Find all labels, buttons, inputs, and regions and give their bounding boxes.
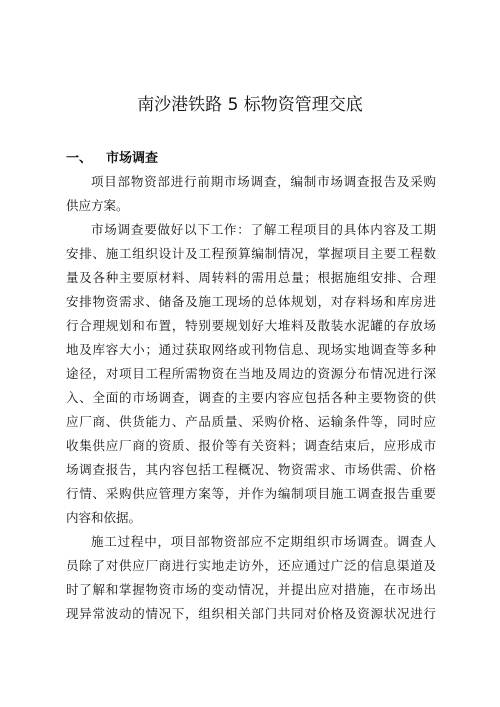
body-text-line: 施工过程中，项目部物资部应不定期组织市场调查。调查人 (91, 534, 436, 549)
body-text-line: 内容和依据。 (66, 510, 142, 525)
body-text-line: 员除了对供应厂商进行实地走访外，还应通过广泛的信息渠道及 (66, 558, 436, 573)
body-text-line: 地及库容大小；通过获取网络或刊物信息、现场实地调查等多种 (66, 342, 436, 357)
body-text-line: 行合理规划和布置，特别要规划好大堆料及散装水泥罐的存放场 (66, 318, 436, 333)
section-heading (66, 150, 158, 168)
body-text-line: 量及各种主要原材料、周转料的需用总量；根据施组安排、合理 (66, 270, 436, 285)
body-text-line: 途径，对项目工程所需物资在当地及周边的资源分布情况进行深 (66, 366, 436, 381)
body-text-line: 现异常波动的情况下，组织相关部门共同对价格及资源状况进行 (66, 606, 436, 621)
body-text-line: 项目部物资部进行前期市场调查，编制市场调查报告及采购 (91, 174, 436, 189)
document-title: 南沙港铁路 5 标物资管理交底 (137, 95, 363, 115)
body-text-line: 入、全面的市场调查，调查的主要内容应包括各种主要物资的供 (66, 390, 436, 405)
body-text-line: 行情、采购供应管理方案等，并作为编制项目施工调查报告重要 (66, 486, 436, 501)
body-text-line: 时了解和掌握物资市场的变动情况，并提出应对措施，在市场出 (66, 582, 436, 597)
body-text-line: 收集供应厂商的资质、报价等有关资料；调查结束后，应形成市 (66, 438, 436, 453)
body-text-line: 安排、施工组织设计及工程预算编制情况，掌握项目主要工程数 (66, 246, 436, 261)
section-number: 一、 (66, 151, 93, 166)
document-body (66, 170, 436, 626)
section-heading-text: 市场调查 (106, 151, 159, 166)
body-text-line: 供应方案。 (66, 198, 129, 213)
body-text-line: 安排物资需求、储备及施工现场的总体规划，对存料场和库房进 (66, 294, 436, 309)
body-text-line: 市场调查要做好以下工作：了解工程项目的具体内容及工期 (91, 222, 436, 237)
body-text-line: 应厂商、供货能力、产品质量、采购价格、运输条件等，同时应 (66, 414, 436, 429)
body-text-line: 场调查报告，其内容包括工程概况、物资需求、市场供需、价格 (66, 462, 436, 477)
